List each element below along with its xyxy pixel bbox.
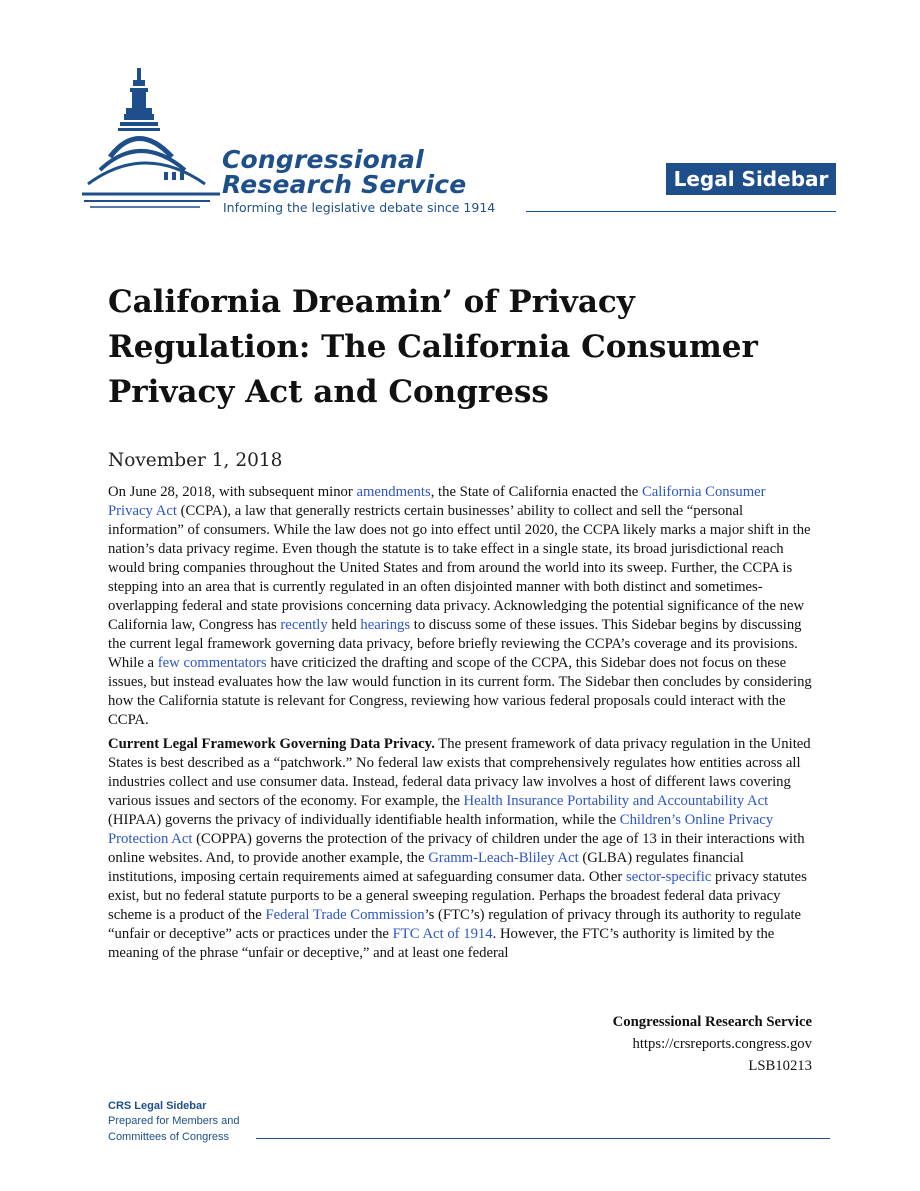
section-lead-heading: Current Legal Framework Governing Data Privacy. — [108, 736, 435, 752]
inline-link[interactable]: recently — [280, 617, 328, 633]
paragraph-text: On June 28, 2018, with subsequent minor — [108, 484, 357, 500]
paragraph-text: held — [327, 617, 361, 633]
paragraph-text: have criticized the drafting and scope of the CCPA, this Sidebar does not focus on these issues, but instead evaluates how the law would function in its current form. The Sidebar then concludes by considering how the California statute is relevant for Congress, reviewing how various federal proposals could interact with the CCPA. — [108, 655, 812, 728]
paragraph-text: The present framework of data privacy regulation in the United States is best described as a “patchwork.” No federal law exists that comprehensively regulates how entities across all industries collect and use consumer data. Instead, federal data privacy law involves a host of different laws covering various issues and sectors of the economy. For example, the — [108, 736, 811, 809]
paragraph-text: ’s (FTC’s) regulation of privacy through its authority to regulate “unfair or deceptive” acts or practices under the — [108, 907, 802, 942]
sidebar-footer-committees: Committees of Congress — [108, 1131, 230, 1143]
report-body — [108, 483, 814, 968]
inline-link[interactable]: amendments — [356, 484, 431, 500]
paragraph-text: (CCPA), a law that generally restricts certain businesses’ ability to collect and sell the “personal information” of consumers. While the law does not go into effect until 2020, the CCPA likely marks a major shift in the nation’s data privacy regime. Even though the statute is to take effect in a single state, its broad jurisdictional reach would bring companies throughout the United States and from around the world into its sweep. Further, the CCPA is stepping into an area that is currently regulated in an often disjointed manner with both distinct and sometimes-overlapping federal and state provisions concerning data privacy. Acknowledging the potential significance of the new California law, Congress has — [108, 503, 811, 633]
inline-link[interactable]: Gramm-Leach-Bliley Act — [428, 850, 579, 866]
legal-sidebar-badge: Legal Sidebar — [666, 163, 836, 195]
footer-rule — [256, 1138, 830, 1139]
tagline: Informing the legislative debate since 1914 — [223, 200, 496, 215]
sidebar-footer-label: CRS Legal Sidebar — [108, 1100, 207, 1112]
inline-link[interactable]: sector-specific — [626, 869, 712, 885]
paragraph-text: (HIPAA) governs the privacy of individually identifiable health information, while the — [108, 812, 620, 828]
org-name-line1: Congressional — [222, 145, 424, 174]
page-footer — [613, 1011, 812, 1077]
footer-report-id: LSB10213 — [748, 1058, 812, 1074]
paragraph-text: . However, the FTC’s authority is limited by the meaning of the phrase “unfair or deceptive,” and at least one federal — [108, 926, 775, 961]
paragraph-legal-framework — [108, 735, 814, 963]
header-rule — [526, 211, 836, 212]
paragraph-text: privacy statutes exist, but no federal statute purports to be a general sweeping regulation. Perhaps the broadest federal data privacy scheme is a product of the — [108, 869, 807, 923]
inline-link[interactable]: Children’s Online Privacy Protection Act — [108, 812, 774, 847]
inline-link[interactable]: hearings — [360, 617, 411, 633]
inline-link[interactable]: Federal Trade Commission — [265, 907, 425, 923]
footer-org: Congressional Research Service — [612, 1014, 812, 1030]
paragraph-text: to discuss some of these issues. This Sidebar begins by discussing the current legal framework governing data privacy, before briefly reviewing the CCPA’s coverage and its provisions. While a — [108, 617, 802, 671]
sidebar-footer-prepared: Prepared for Members and — [108, 1115, 240, 1127]
inline-link[interactable]: few commentators — [157, 655, 267, 671]
paragraph-text: , the State of California enacted the — [430, 484, 642, 500]
report-date: November 1, 2018 — [108, 450, 283, 471]
footer-url[interactable]: https://crsreports.congress.gov — [632, 1036, 812, 1052]
inline-link[interactable]: California Consumer Privacy Act — [108, 484, 766, 519]
paragraph-text: (GLBA) regulates financial institutions, imposing certain requirements aimed at safeguarding consumer data. Other — [108, 850, 744, 885]
inline-link[interactable]: FTC Act of 1914 — [392, 926, 493, 942]
paragraph-text: (COPPA) governs the protection of the privacy of children under the age of 13 in their interactions with online websites. And, to provide another example, the — [108, 831, 805, 866]
paragraph-intro — [108, 483, 814, 730]
inline-link[interactable]: Health Insurance Portability and Accountability Act — [463, 793, 769, 809]
org-name-line2: Research Service — [222, 170, 467, 199]
report-title: California Dreamin’ of Privacy Regulation: The California Consumer Privacy Act and Congress — [108, 284, 758, 410]
